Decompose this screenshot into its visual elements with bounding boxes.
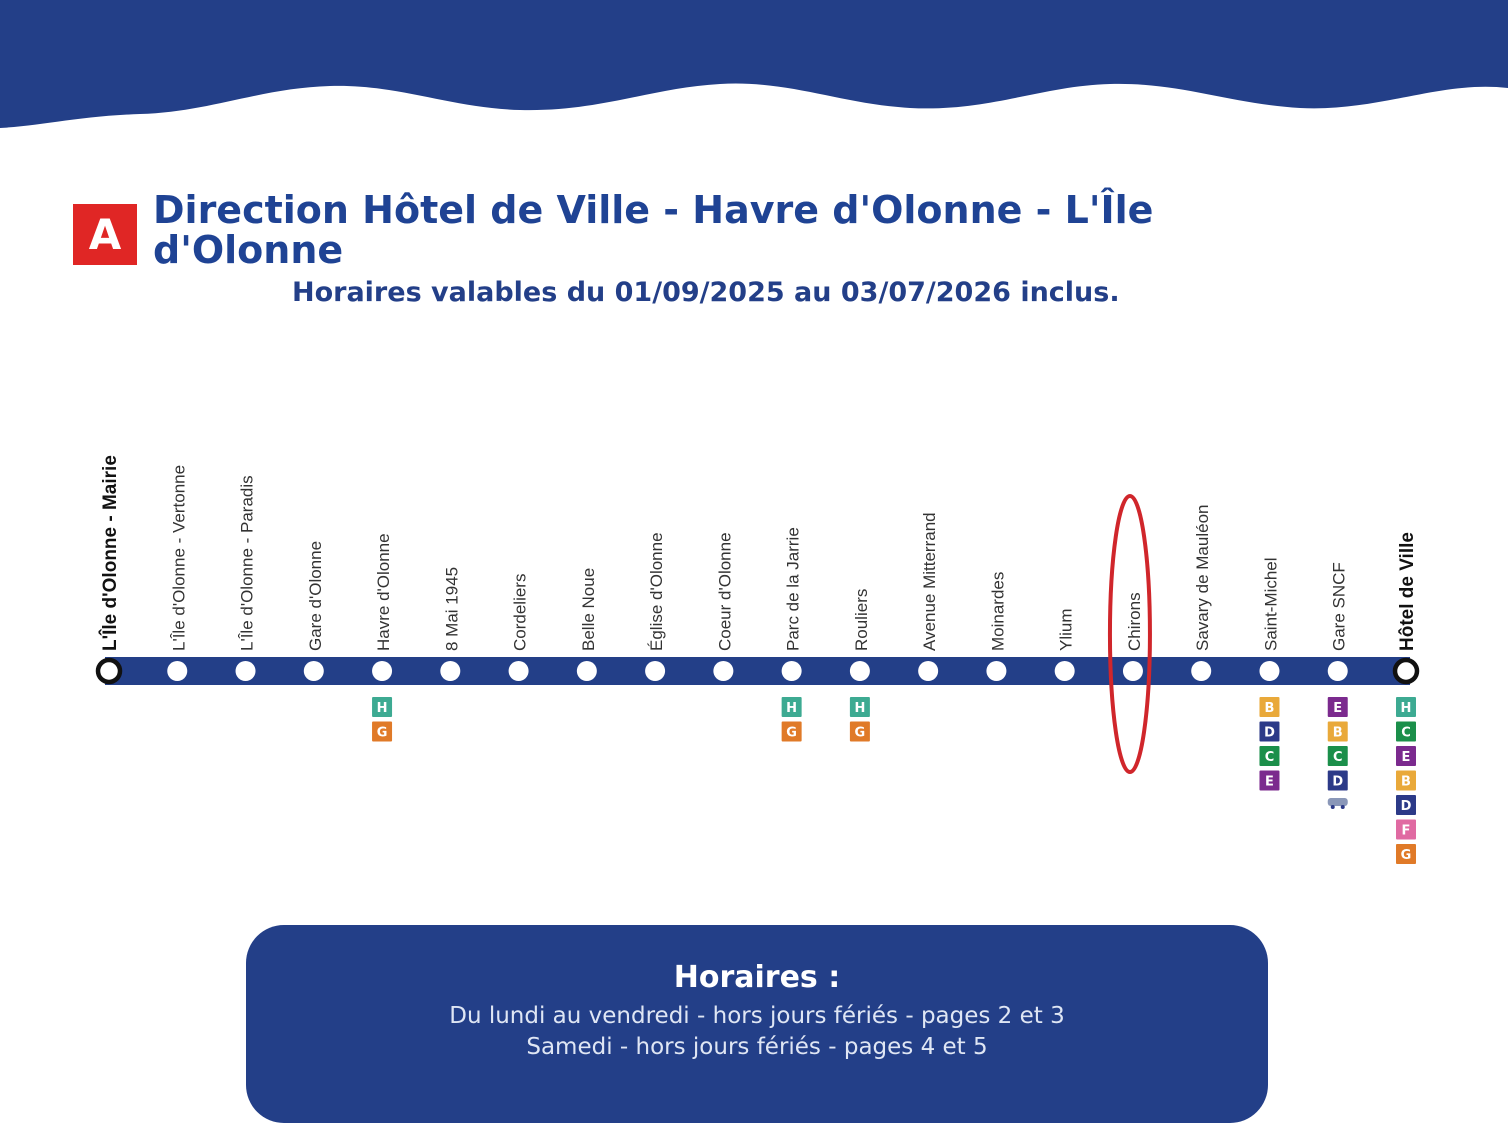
stop-label: Moinardes [988, 571, 1008, 651]
connection-letter: B [1401, 774, 1411, 790]
stop-dot [782, 661, 802, 681]
schedule-weekday-text: Du lundi au vendredi - hors jours fériés - pages 2 et 3 [449, 1003, 1065, 1029]
stop-label: Coeur d'Olonne [715, 532, 735, 651]
connection-letter: C [1332, 750, 1343, 765]
stop-label: Chirons [1124, 592, 1144, 651]
stop-label: Saint-Michel [1261, 557, 1281, 651]
stop-dot [167, 661, 187, 681]
stop-label: L'Île d'Olonne - Vertonne [169, 464, 189, 651]
schedule-saturday-text: Samedi - hors jours fériés - pages 4 et 5 [526, 1034, 988, 1060]
page-title: Direction Hôtel de Ville - Havre d'Olonne - L'Île d'Olonne [153, 188, 1154, 272]
line-track [105, 657, 1410, 685]
stop-label: Havre d'Olonne [374, 533, 394, 651]
stop-dot [1191, 661, 1211, 681]
stop-label: L'Île d'Olonne - Mairie [100, 455, 121, 651]
stop-label: Église d'Olonne [647, 532, 667, 651]
connection-letter: D [1332, 774, 1344, 790]
stop-dot [577, 661, 597, 681]
stop-dot [918, 661, 938, 681]
validity-dates: Horaires valables du 01/09/2025 au 03/07/2026 inclus. [292, 277, 1120, 308]
stop-label: Belle Noue [578, 567, 598, 651]
schedule-title: Horaires : [673, 960, 841, 995]
connection-letter: B [1264, 701, 1275, 716]
stop-label: Hôtel de Ville [1397, 532, 1418, 651]
stop-label: Cordeliers [510, 573, 530, 651]
stop-dot [713, 661, 733, 681]
stop-dot [304, 661, 324, 681]
connection-letter: G [376, 725, 388, 741]
connection-letter: H [854, 701, 866, 716]
connection-letter: E [1401, 750, 1411, 765]
stop-dot [1123, 661, 1143, 681]
stop-label: L'Île d'Olonne - Paradis [237, 475, 257, 651]
connection-letter: G [1400, 848, 1412, 863]
connection-letter: F [1401, 823, 1411, 839]
stop-dot [1055, 661, 1075, 681]
connection-letter: D [1400, 799, 1412, 814]
stop-label: Ylium [1056, 608, 1076, 651]
stop-dot [1259, 661, 1279, 681]
connection-letter: E [1265, 774, 1274, 790]
terminus-marker [98, 660, 120, 682]
stop-dot [850, 661, 870, 681]
stop-dot [372, 661, 392, 681]
stop-label: Parc de la Jarrie [783, 527, 803, 651]
stop-dot [645, 661, 665, 681]
stop-label: Avenue Mitterrand [920, 512, 940, 651]
stop-dot [236, 661, 256, 681]
schedule-info-box [246, 925, 1268, 1123]
connection-letter: G [786, 725, 797, 741]
connection-letter: C [1401, 725, 1411, 741]
terminus-marker [1395, 660, 1417, 682]
stop-dot [440, 661, 460, 681]
connection-letter: E [1333, 701, 1343, 716]
stop-label: Gare SNCF [1329, 562, 1349, 651]
connection-letter: B [1332, 725, 1343, 741]
stop-dot [509, 661, 529, 681]
stop-dot [986, 661, 1006, 681]
connection-letter: H [376, 701, 388, 716]
stop-label: Gare d'Olonne [305, 540, 325, 651]
stop-label: Savary de Mauléon [1193, 504, 1213, 651]
connection-letter: D [1264, 725, 1275, 741]
stop-label: Rouliers [851, 588, 871, 651]
line-a-badge: A [73, 204, 137, 265]
train-icon [1328, 798, 1348, 809]
connection-letter: C [1264, 750, 1275, 765]
stop-dot [1328, 661, 1348, 681]
connection-letter: G [854, 725, 866, 741]
connection-letter: H [786, 701, 798, 716]
stop-label: 8 Mai 1945 [442, 566, 462, 651]
connection-letter: H [1400, 701, 1412, 716]
